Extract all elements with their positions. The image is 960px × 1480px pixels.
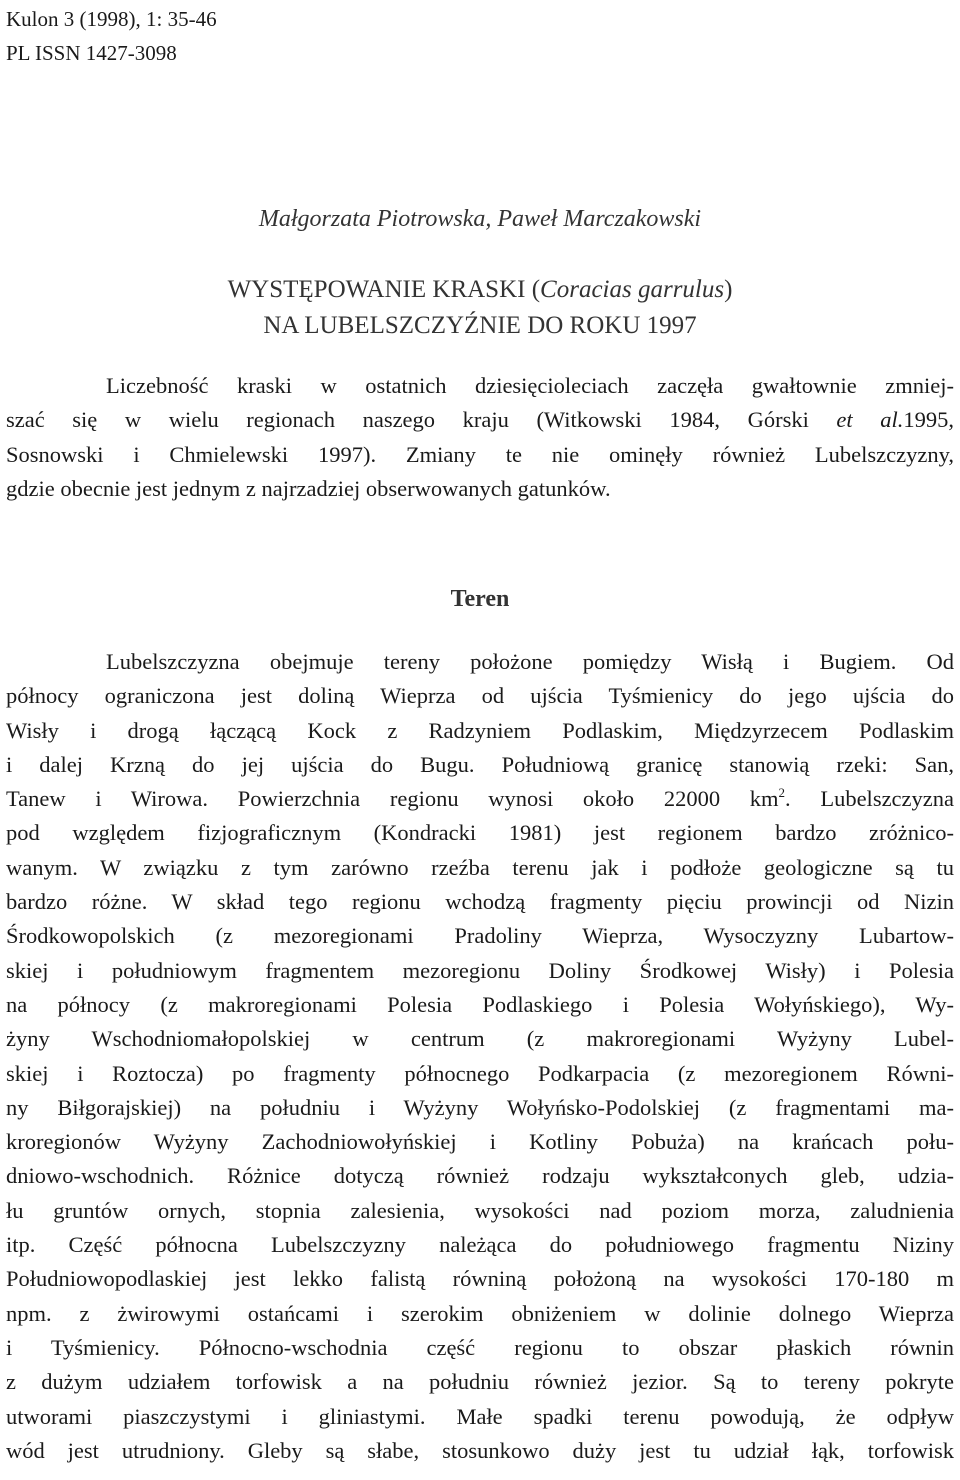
body-line: i Tyśmienicy. Północno-wschodnia część regionu to obszar płaskich równin bbox=[6, 1334, 954, 1360]
body-line: utworami piaszczystymi i gliniastymi. Małe spadki terenu powodują, że odpływ bbox=[6, 1403, 954, 1429]
body-line: dniowo-wschodnich. Różnice dotyczą również rodzaju wykształconych gleb, udzia- bbox=[6, 1163, 954, 1189]
title-species-name: Coracias garrulus bbox=[540, 276, 725, 303]
body-line: skiej i południowym fragmentem mezoregionu Doliny Środkowej Wisły) i Polesia bbox=[6, 957, 954, 983]
et-al-citation: et al. bbox=[836, 407, 904, 433]
body-line: wód jest utrudniony. Gleby są słabe, stosunkowo duży jest tu udział łąk, torfowisk bbox=[6, 1437, 954, 1463]
body-line: północy ograniczona jest doliną Wieprza od ujścia Tyśmienicy do jego ujścia do bbox=[6, 683, 954, 709]
body-paragraph bbox=[6, 645, 954, 1468]
body-line-text: Tanew i Wirowa. Powierzchnia regionu wynosi około 22000 km bbox=[6, 786, 779, 812]
journal-citation: Kulon 3 (1998), 1: 35-46 bbox=[6, 7, 217, 31]
article-title bbox=[0, 272, 960, 344]
body-line: Lubelszczyzna obejmuje tereny położone pomiędzy Wisłą i Bugiem. Od bbox=[106, 649, 954, 674]
superscript: 2 bbox=[778, 785, 786, 801]
intro-line: gdzie obecnie jest jednym z najrzadziej obserwowanych gatunków. bbox=[6, 475, 611, 501]
body-line: z dużym udziałem torfowisk a na południu również jezior. Są to tereny pokryte bbox=[6, 1369, 954, 1395]
body-line: pod względem fizjograficznym (Kondracki 1981) jest regionem bardzo zróżnico- bbox=[6, 820, 954, 846]
body-line: npm. z żwirowymi ostańcami i szerokim obniżeniem w dolinie dolnego Wieprza bbox=[6, 1300, 954, 1326]
body-line: żyny Wschodniomałopolskiej w centrum (z makroregionami Wyżyny Lubel- bbox=[6, 1026, 954, 1052]
article-authors: Małgorzata Piotrowska, Paweł Marczakowski bbox=[258, 206, 702, 232]
body-line: Południowopodlaskiej jest lekko falistą równiną położoną na wysokości 170-180 m bbox=[6, 1266, 954, 1292]
body-line: skiej i Roztocza) po fragmenty północnego Podkarpacia (z mezoregionem Równi- bbox=[6, 1060, 954, 1086]
section-heading: Teren bbox=[450, 586, 510, 612]
title-line-2: NA LUBELSZCZYŹNIE DO ROKU 1997 bbox=[263, 312, 697, 339]
body-line: na północy (z makroregionami Polesia Podlaskiego i Polesia Wołyńskiego), Wy- bbox=[6, 991, 954, 1017]
body-line: i dalej Krzną do jej ujścia do Bugu. Południową granicę stanowią rzeki: San, bbox=[6, 751, 954, 777]
body-line: łu gruntów ornych, stopnia zalesienia, wysokości nad poziom morza, zaludnienia bbox=[6, 1197, 954, 1223]
title-line-1-prefix: WYSTĘPOWANIE KRASKI ( bbox=[227, 276, 541, 303]
body-line: Wisły i drogą łączącą Kock z Radzyniem Podlaskim, Międzyrzecem Podlaskim bbox=[6, 717, 954, 743]
journal-header bbox=[6, 2, 217, 70]
body-line: kroregionów Wyżyny Zachodniowołyńskiej i Kotliny Pobuża) na krańcach połu- bbox=[6, 1129, 954, 1155]
body-line: Środkowopolskich (z mezoregionami Pradoliny Wieprza, Wysoczyzny Lubartow- bbox=[6, 923, 954, 949]
body-line: itp. Część północna Lubelszczyzny należąca do południowego fragmentu Niziny bbox=[6, 1232, 954, 1258]
intro-line-text: 1995, bbox=[903, 407, 954, 433]
body-line bbox=[6, 782, 954, 816]
title-line-1-suffix: ) bbox=[724, 276, 733, 303]
body-line: ny Biłgorajskiej) na południu i Wyżyny Wołyńsko-Podolskiej (z fragmentami ma- bbox=[6, 1094, 954, 1120]
intro-line bbox=[6, 403, 954, 437]
intro-paragraph bbox=[6, 369, 954, 506]
body-line-text: . Lubelszczyzna bbox=[785, 786, 955, 812]
body-line: wanym. W związku z tym zarówno rzeźba terenu jak i podłoże geologiczne są tu bbox=[6, 854, 954, 880]
intro-line: Liczebność kraski w ostatnich dziesięcioleciach zaczęła gwałtownie zmniej- bbox=[106, 373, 954, 398]
body-line: bardzo różne. W skład tego regionu wchodzą fragmenty pięciu prowincji od Nizin bbox=[6, 889, 954, 915]
intro-line-text: szać się w wielu regionach naszego kraju (Witkowski 1984, Górski bbox=[6, 407, 837, 433]
intro-line: Sosnowski i Chmielewski 1997). Zmiany te nie ominęły również Lubelszczyzny, bbox=[6, 441, 954, 467]
title-line-1 bbox=[0, 272, 960, 308]
journal-issn: PL ISSN 1427-3098 bbox=[6, 41, 177, 65]
